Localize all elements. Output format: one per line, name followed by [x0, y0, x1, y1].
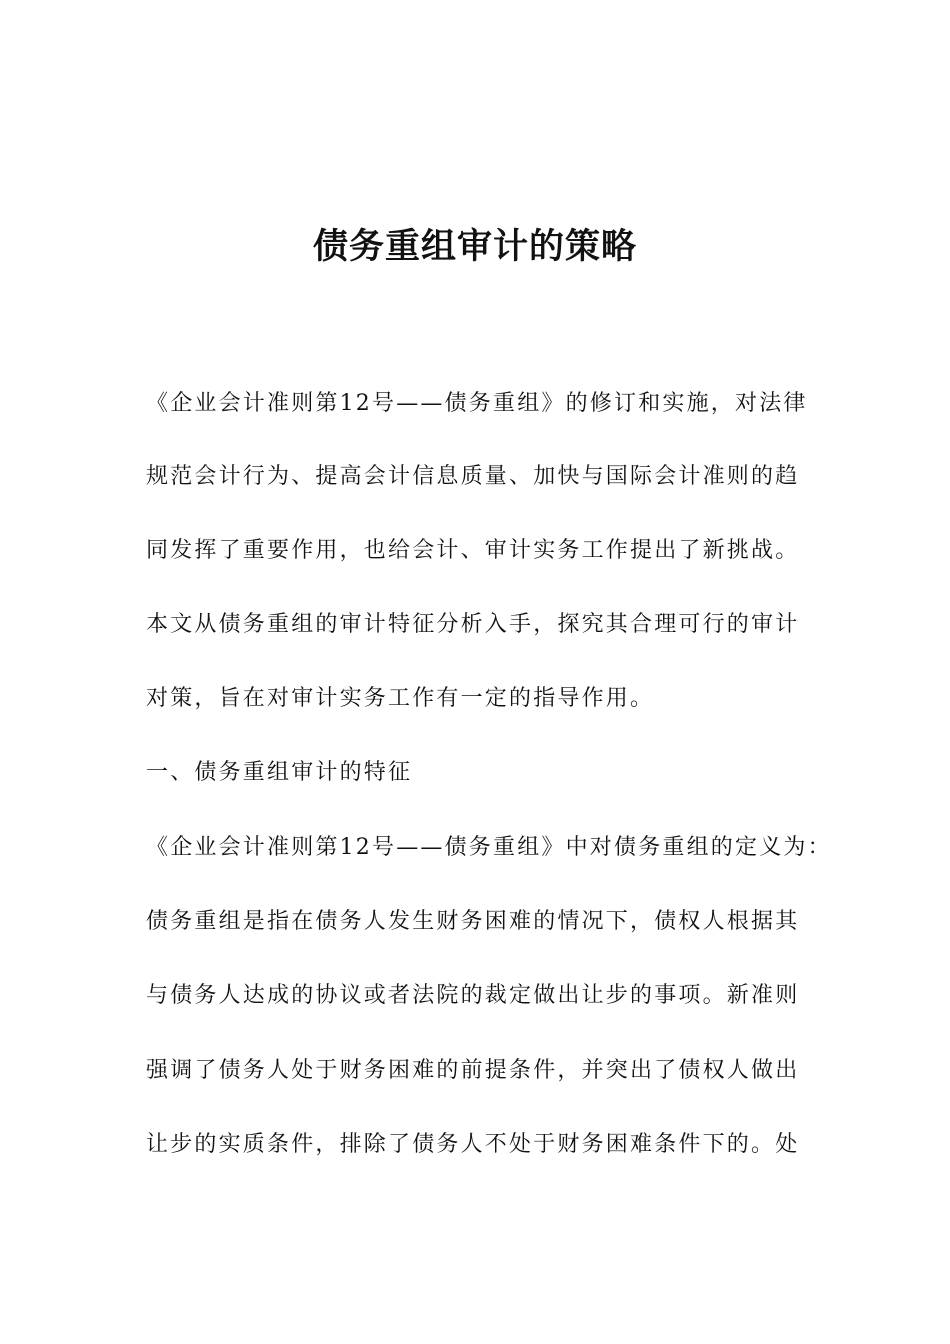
paragraph-line-7: 《企业会计准则第12号——债务重组》中对债务重组的定义为： — [146, 835, 832, 860]
paragraph-line-9: 与债务人达成的协议或者法院的裁定做出让步的事项。新准则 — [146, 983, 800, 1008]
paragraph-line-5: 对策，旨在对审计实务工作有一定的指导作用。 — [146, 686, 655, 711]
paragraph-line-3: 同发挥了重要作用，也给会计、审计实务工作提出了新挑战。 — [146, 538, 800, 563]
section-heading: 一、债务重组审计的特征 — [146, 760, 413, 785]
paragraph-line-2: 规范会计行为、提高会计信息质量、加快与国际会计准则的趋 — [146, 464, 800, 489]
paragraph-line-10: 强调了债务人处于财务困难的前提条件，并突出了债权人做出 — [146, 1058, 800, 1083]
document-title: 债务重组审计的策略 — [312, 227, 637, 267]
paragraph-line-1: 《企业会计准则第12号——债务重组》的修订和实施，对法律 — [146, 391, 808, 416]
paragraph-line-8: 债务重组是指在债务人发生财务困难的情况下，债权人根据其 — [146, 909, 800, 934]
paragraph-line-4: 本文从债务重组的审计特征分析入手，探究其合理可行的审计 — [146, 612, 800, 637]
paragraph-line-11: 让步的实质条件，排除了债务人不处于财务困难条件下的。处 — [146, 1132, 800, 1157]
